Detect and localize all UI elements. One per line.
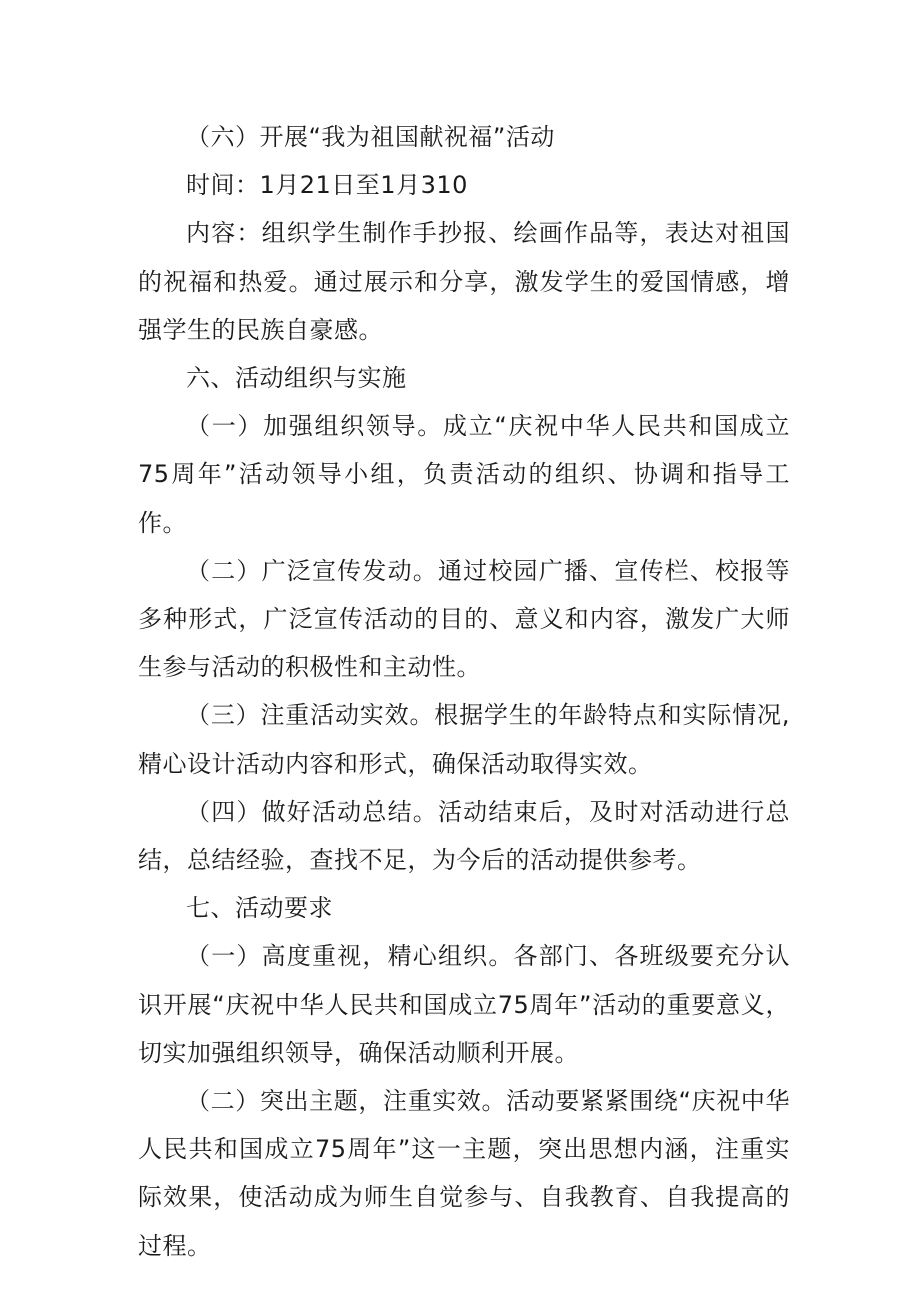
paragraph-organization-4: （四）做好活动总结。活动结束后，及时对活动进行总结，总结经验，查找不足，为今后的活动提供参考。: [138, 797, 790, 875]
paragraph-activity-6-content: 内容：组织学生制作手抄报、绘画作品等，表达对祖国的祝福和热爱。通过展示和分享，激发学生的爱国情感，增强学生的民族自豪感。: [138, 219, 790, 344]
section-heading-organization: 六、活动组织与实施: [186, 364, 407, 393]
paragraph-organization-3: （三）注重活动实效。根据学生的年龄特点和实际情况,精心设计活动内容和形式，确保活动取得实效。: [138, 701, 790, 778]
paragraph-activity-6-heading: （六）开展“我为祖国献祝福”活动: [186, 123, 555, 151]
paragraph-requirements-2: （二）突出主题，注重实效。活动要紧紧围绕“庆祝中华人民共和国成立75周年”这一主题，突出思想内涵，注重实际效果，使活动成为师生自觉参与、自我教育、自我提高的过程。: [138, 1087, 790, 1260]
paragraph-organization-1: （一）加强组织领导。成立“庆祝中华人民共和国成立75周年”活动领导小组，负责活动的组织、协调和指导工作。: [138, 412, 790, 537]
paragraph-organization-2: （二）广泛宣传发动。通过校园广播、宣传栏、校报等多种形式，广泛宣传活动的目的、意义和内容，激发广大师生参与活动的积极性和主动性。: [138, 556, 790, 682]
document-body: [138, 113, 790, 1270]
section-heading-requirements: 七、活动要求: [186, 894, 333, 923]
paragraph-activity-6-time: 时间：1月21日至1月310: [186, 171, 468, 200]
paragraph-requirements-1: （一）高度重视，精心组织。各部门、各班级要充分认识开展“庆祝中华人民共和国成立75周年”活动的重要意义，切实加强组织领导，确保活动顺利开展。: [138, 942, 790, 1067]
